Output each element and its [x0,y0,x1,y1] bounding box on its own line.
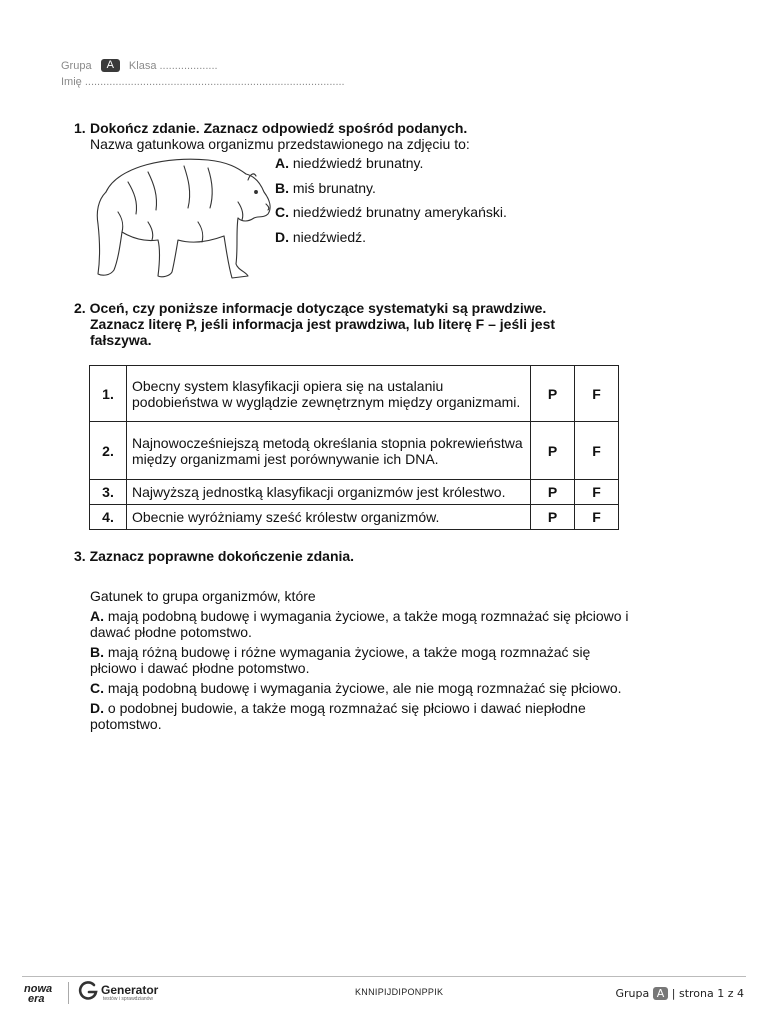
footer-divider [22,976,746,977]
row-number: 3. [90,480,127,505]
question-1-options [275,155,507,253]
class-label: Klasa ................... [128,59,218,72]
question-2-title: 2. Oceń, czy poniższe informacje dotyczące systematyki są prawdziwe. Zaznacz literę P, jeśli informacja jest prawdziwa, lub literę F – jeśli jest fałszywa. [74,300,556,348]
option-3a[interactable]: A. mają podobną budowę i wymagania życiowe, a także mogą rozmnażać się płciowo i dawać płodne potomstwo. [90,608,629,640]
row-statement: Obecny system klasyfikacji opiera się na ustalaniu podobieństwa w wyglądzie zewnętrznym między organizmami. [127,366,531,422]
question-1-title: 1. Dokończ zdanie. Zaznacz odpowiedź spośród podanych. [74,120,468,136]
question-1-stem: Nazwa gatunkowa organizmu przedstawionego na zdjęciu to: [90,136,470,152]
true-choice[interactable]: P [531,422,575,480]
option-3c[interactable]: C. mają podobną budowę i wymagania życiowe, ale nie mogą rozmnażać się płciowo. [90,680,622,696]
true-choice[interactable]: P [531,366,575,422]
row-statement: Obecnie wyróżniamy sześć królestw organizmów. [127,505,531,530]
name-line: Imię ..................................................................................... [61,76,345,88]
question-3-title: 3. Zaznacz poprawne dokończenie zdania. [74,548,355,564]
question-3 [74,548,634,732]
option-1d[interactable]: D. niedźwiedź. [275,228,367,245]
option-1c[interactable]: C. niedźwiedź brunatny amerykański. [275,204,507,220]
page-info: Grupa A | strona 1 z 4 [615,987,744,1000]
true-choice[interactable]: P [531,505,575,530]
nowa-era-logo: nowa era [24,983,53,1005]
header-group-line [61,59,218,72]
logo-separator [68,982,69,1004]
generator-logo-text: Generator [101,983,159,997]
false-choice[interactable]: F [575,366,619,422]
document-code: KNNIPIJDIPONPPIK [355,987,444,997]
table-row [90,366,619,422]
row-statement: Najwyższą jednostką klasyfikacji organizmów jest królestwo. [127,480,531,505]
group-label: Grupa [61,59,92,72]
table-row [90,505,619,530]
question-3-intro: Gatunek to grupa organizmów, które [90,588,316,604]
table-row [90,422,619,480]
true-choice[interactable]: P [531,480,575,505]
true-false-table [89,365,619,530]
row-number: 4. [90,505,127,530]
false-choice[interactable]: F [575,422,619,480]
table-row [90,480,619,505]
row-number: 2. [90,422,127,480]
generator-g-icon [77,980,99,1002]
row-statement: Najnowocześniejszą metodą określania stopnia pokrewieństwa między organizmami jest porównywanie ich DNA. [127,422,531,480]
bear-illustration [88,152,273,280]
false-choice[interactable]: F [575,480,619,505]
option-1a[interactable]: A. niedźwiedź brunatny. [275,155,424,171]
option-1b[interactable]: B. miś brunatny. [275,179,376,196]
footer-group-badge: A [653,987,669,1000]
option-3b[interactable]: B. mają różną budowę i różne wymagania życiowe, a także mogą rozmnażać się płciowo i dawać płodne potomstwo. [90,644,591,676]
generator-logo-subtitle: testów i sprawdzianów [103,996,154,1002]
row-number: 1. [90,366,127,422]
false-choice[interactable]: F [575,505,619,530]
question-1 [74,120,674,152]
option-3d[interactable]: D. o podobnej budowie, a także mogą rozmnażać się płciowo i dawać niepłodne potomstwo. [90,700,586,732]
group-badge: A [101,59,120,72]
